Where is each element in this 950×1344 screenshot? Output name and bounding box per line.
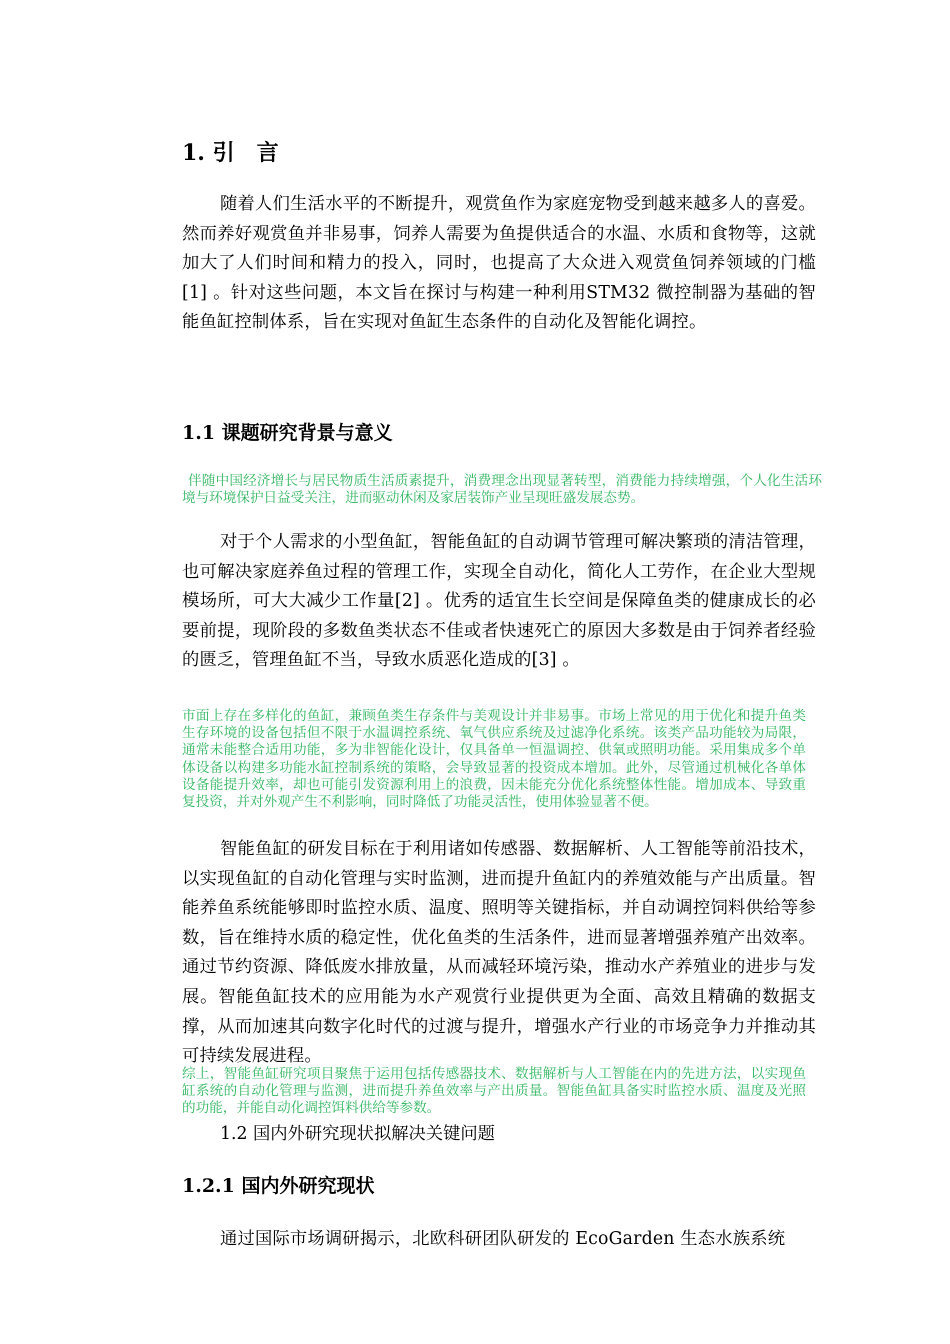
note-background: 伴随中国经济增长与居民物质生活质素提升，消费理念出现显著转型，消费能力持续增强，个人化生活环境与环境保护日益受关注，进而驱动休闲及家居装饰产业呈现旺盛发展态势。 [182, 473, 822, 507]
paragraph-international-research: 通过国际市场调研揭示，北欧科研团队研发的 EcoGarden 生态水族系统 [220, 1229, 786, 1249]
paragraph-personal-tank: 对于个人需求的小型鱼缸，智能鱼缸的自动调节管理可解决繁琐的清洁管理，也可解决家庭养鱼过程的管理工作，实现全自动化，简化人工劳作，在企业大型规模场所，可大大减少工作量[2] 。优秀的适宜生长空间是保障鱼类的健康成长的必要前提，现阶段的多数鱼类状态不佳或者快速死亡的原因大多数是由于饲养者经验的匮乏，管理鱼缸不当，导致水质恶化造成的[3] 。 [182, 532, 816, 671]
note-summary: 综上，智能鱼缸研究项目聚焦于运用包括传感器技术、数据解析与人工智能在内的先进方法，以实现鱼缸系统的自动化管理与监测，进而提升养鱼效率与产出质量。智能鱼缸具备实时监控水质、温度及光照的功能，并能自动化调控饵料供给等参数。 [182, 1066, 806, 1117]
intro-paragraph: 随着人们生活水平的不断提升，观赏鱼作为家庭宠物受到越来越多人的喜爱。然而养好观赏鱼并非易事，饲养人需要为鱼提供适合的水温、水质和食物等，这就加大了人们时间和精力的投入，同时，也提高了大众进入观赏鱼饲养领域的门槛[1] 。针对这些问题，本文旨在探讨与构建一种利用STM32 微控制器为基础的智能鱼缸控制体系，旨在实现对鱼缸生态条件的自动化及智能化调控。 [182, 194, 816, 333]
paragraph-research-goal: 智能鱼缸的研发目标在于利用诸如传感器、数据解析、人工智能等前沿技术，以实现鱼缸的自动化管理与实时监测，进而提升鱼缸内的养殖效能与产出质量。智能养鱼系统能够即时监控水质、温度、照明等关键指标，并自动调控饲料供给等参数，旨在维持水质的稳定性，优化鱼类的生活条件，进而显著增强养殖产出效率。通过节约资源、降低废水排放量，从而减轻环境污染，推动水产养殖业的进步与发展。智能鱼缸技术的应用能为水产观赏行业提供更为全面、高效且精确的数据支撑，从而加速其向数字化时代的过渡与提升，增强水产行业的市场竞争力并推动其可持续发展进程。 [182, 839, 816, 1067]
heading-introduction: 1. 引 言 [182, 140, 279, 166]
note-market: 市面上存在多样化的鱼缸，兼顾鱼类生存条件与美观设计并非易事。市场上常见的用于优化和提升鱼类生存环境的设备包括但不限于水温调控系统、氧气供应系统及过滤净化系统。该类产品功能较为局限，通常未能整合适用功能，多为非智能化设计，仅具备单一恒温调控、供氧或照明功能。采用集成多个单体设备以构建多功能水缸控制系统的策略，会导致显著的投资成本增加。此外，尽管通过机械化各单体设备能提升效率，却也可能引发资源利用上的浪费，因未能充分优化系统整体性能。增加成本、导致重复投资，并对外观产生不利影响，同时降低了功能灵活性，使用体验显著不便。 [182, 708, 806, 811]
document-page [182, 0, 822, 1344]
heading-1-1: 1.1 课题研究背景与意义 [182, 422, 393, 444]
heading-1-2-1: 1.2.1 国内外研究现状 [182, 1175, 375, 1197]
plain-heading-1-2: 1.2 国内外研究现状拟解决关键问题 [220, 1124, 495, 1144]
